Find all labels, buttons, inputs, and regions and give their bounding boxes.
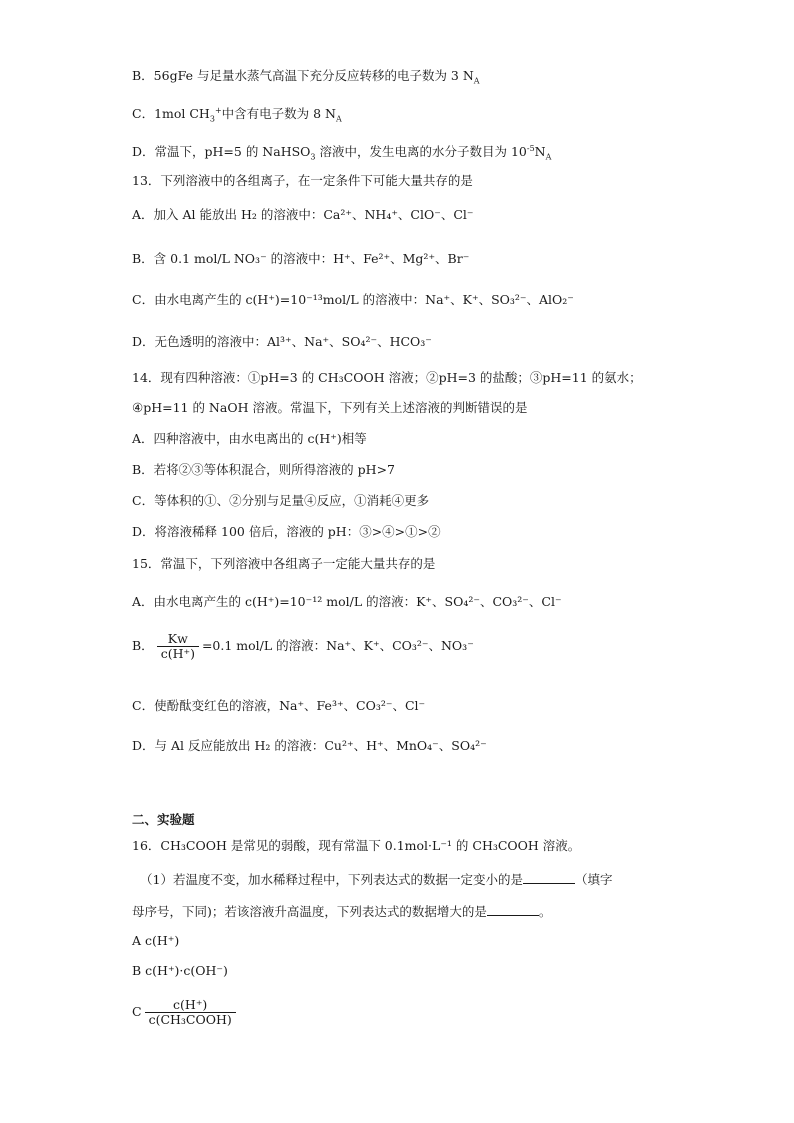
answer-blank-2 <box>487 903 539 916</box>
q15-option-a: A．由水电离产生的 c(H⁺)=10⁻¹² mol/L 的溶液：K⁺、SO₄²⁻、CO₃²⁻、Cl⁻ <box>132 594 562 609</box>
q13-option-b: B．含 0.1 mol/L NO₃⁻ 的溶液中：H⁺、Fe²⁺、Mg²⁺、Br⁻ <box>132 251 470 266</box>
q16-option-c: C $\frac{c(H^+)}{\text{c(CH₃COOH)}}$ <box>132 998 239 1027</box>
q16-part1-line2: 母序号，下同)；若该溶液升高温度，下列表达式的数据增大的是 。 <box>132 904 552 919</box>
q12-option-c: C．1mol $CH_3^+$中含有电子数为 8 $N_A$ <box>132 105 342 124</box>
q12-option-b: B．56gFe 与足量水蒸气高温下充分反应转移的电子数为 3 $N_A$ <box>132 68 480 86</box>
q14-stem-line1: 14．现有四种溶液：①pH=3 的 CH₃COOH 溶液；②pH=3 的盐酸；③pH=11 的氨水； <box>132 370 642 385</box>
q16-option-b: B c(H⁺)·c(OH⁻) <box>132 963 228 978</box>
q16-stem: 16．CH₃COOH 是常见的弱酸，现有常温下 0.1mol·L⁻¹ 的 CH₃COOH 溶液。 <box>132 838 581 853</box>
q14-stem-line2: ④pH=11 的 NaOH 溶液。常温下，下列有关上述溶液的判断错误的是 <box>132 400 528 415</box>
q16-part1-line1: （1）若温度不变，加水稀释过程中，下列表达式的数据一定变小的是 （填字 <box>140 872 613 887</box>
q13-stem: 13．下列溶液中的各组离子，在一定条件下可能大量共存的是 <box>132 173 473 188</box>
kw-over-ch-fraction: $\frac{Kw}{c(H^+)}$ <box>157 632 199 661</box>
answer-blank-1 <box>523 871 575 884</box>
q14-option-a: A．四种溶液中，由水电离出的 c(H⁺)相等 <box>132 431 367 446</box>
q15-option-d: D．与 Al 反应能放出 H₂ 的溶液：Cu²⁺、H⁺、MnO₄⁻、SO₄²⁻ <box>132 738 487 753</box>
q16-option-a: A c(H⁺) <box>132 933 180 948</box>
q15-option-c: C．使酚酞变红色的溶液，Na⁺、Fe³⁺、CO₃²⁻、Cl⁻ <box>132 698 426 713</box>
q14-option-d: D．将溶液稀释 100 倍后，溶液的 pH：③>④>①>② <box>132 524 441 539</box>
section-heading-experiment: 二、实验题 <box>132 812 195 827</box>
q14-option-c: C．等体积的①、②分别与足量④反应，①消耗④更多 <box>132 493 430 508</box>
q13-option-c: C．由水电离产生的 c(H⁺)=10⁻¹³mol/L 的溶液中：Na⁺、K⁺、SO₃²⁻、AlO₂⁻ <box>132 292 574 307</box>
q15-option-b: B． $\frac{Kw}{c(H^+)}$ =0.1 mol/L 的溶液：Na⁺、K⁺、CO₃²⁻、NO₃⁻ <box>132 631 474 661</box>
q15-stem: 15．常温下，下列溶液中各组离子一定能大量共存的是 <box>132 556 436 571</box>
q13-option-a: A．加入 Al 能放出 H₂ 的溶液中：Ca²⁺、NH₄⁺、ClO⁻、Cl⁻ <box>132 207 474 222</box>
q14-option-b: B．若将②③等体积混合，则所得溶液的 pH>7 <box>132 462 395 477</box>
q12-option-d: D．常温下，pH=5 的 NaHSO$_3$ 溶液中，发生电离的水分子数目为 $10^{-5}N_A$ <box>132 143 552 162</box>
ch-over-ch3cooh-fraction: $\frac{c(H^+)}{\text{c(CH₃COOH)}}$ <box>145 998 236 1027</box>
q13-option-d: D．无色透明的溶液中：Al³⁺、Na⁺、SO₄²⁻、HCO₃⁻ <box>132 334 432 349</box>
